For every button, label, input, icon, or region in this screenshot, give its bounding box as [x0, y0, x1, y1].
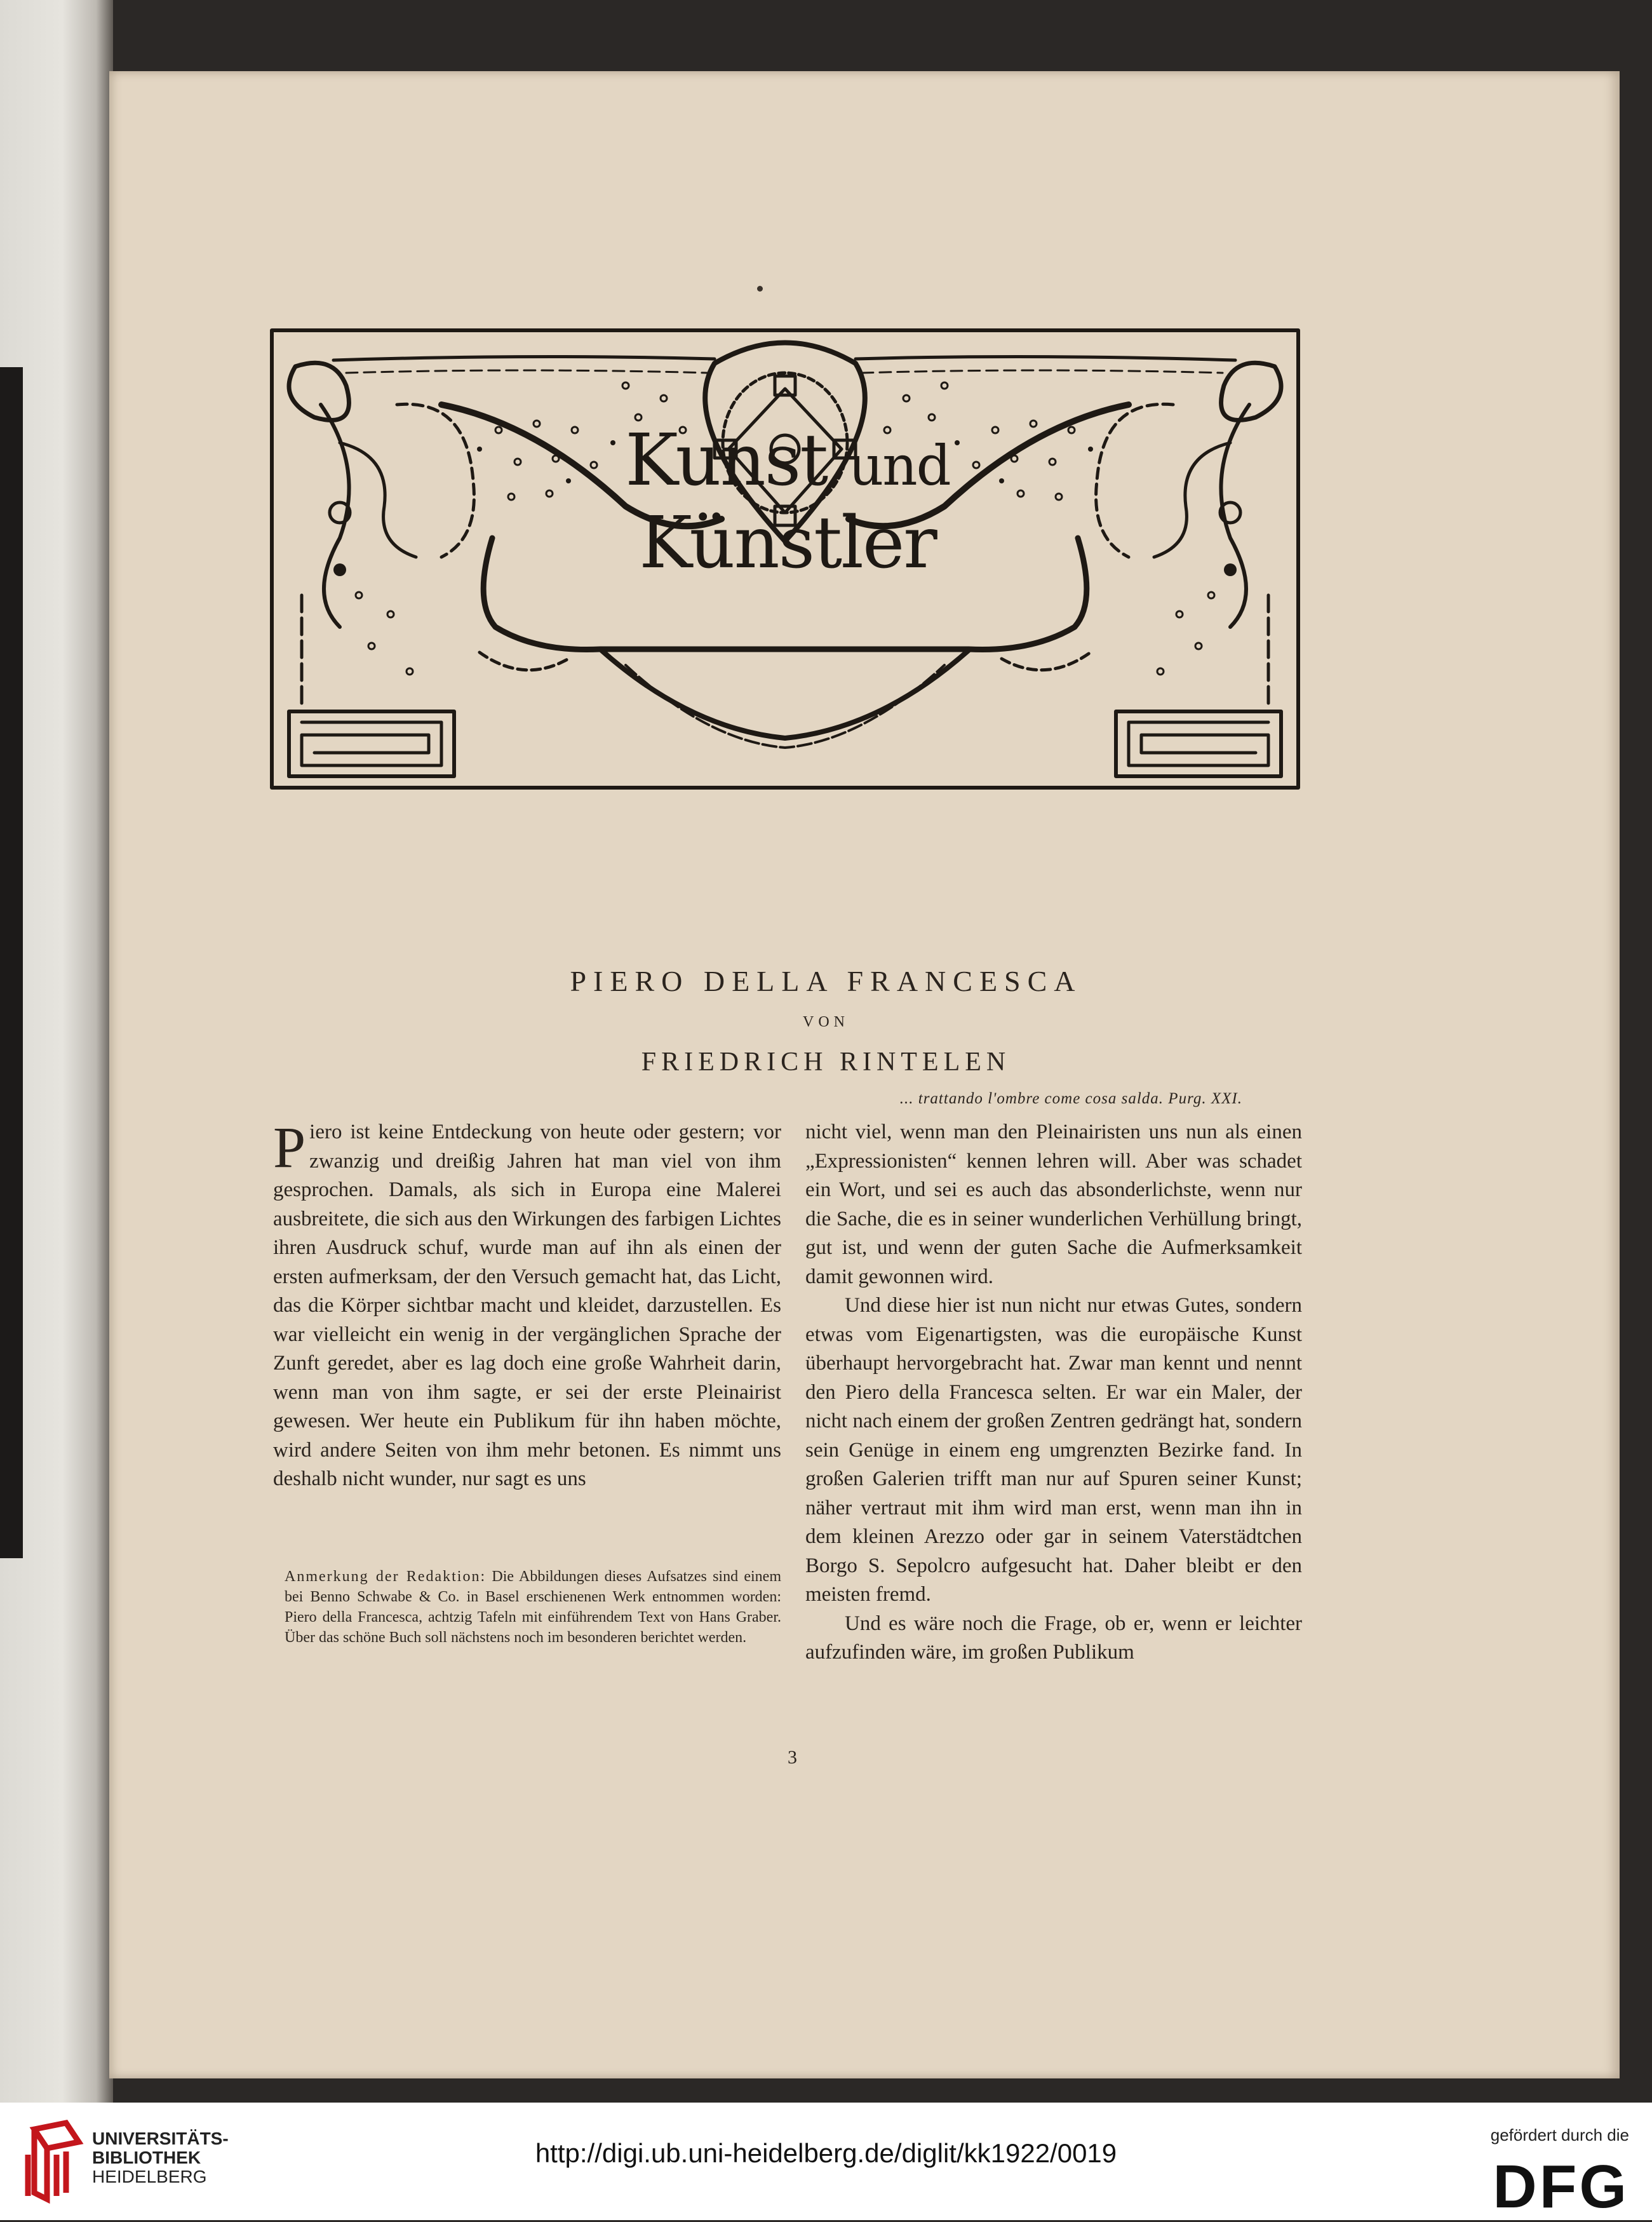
dfg-logo: DFG — [1493, 2153, 1629, 2221]
editorial-footnote — [285, 1566, 781, 1648]
body-column-right — [805, 1118, 1302, 1667]
ink-speck — [757, 286, 763, 292]
drop-cap: P — [273, 1115, 306, 1180]
library-name-line1: UNIVERSITÄTS- — [92, 2129, 229, 2148]
title-kunst: Kunst — [625, 419, 828, 502]
title-und: und — [848, 434, 950, 498]
library-name-line2: BIBLIOTHEK — [92, 2148, 201, 2167]
digitization-footer — [0, 2103, 1652, 2220]
magazine-title — [470, 419, 1105, 584]
epigraph: ... trattando l'ombre come cosa salda. Purg. XXI. — [899, 1090, 1242, 1107]
facing-plate-edge — [0, 367, 23, 1558]
body-column-left — [273, 1115, 781, 1494]
article-author: FRIEDRICH RINTELEN — [641, 1047, 1011, 1077]
funding-caption: gefördert durch die — [1490, 2125, 1629, 2145]
footnote-text: Die Abbildungen dieses Aufsatzes sind einem bei Benno Schwabe & Co. in Basel erschienenen Werk entnommen worden: Piero della Francesca, achtzig Tafeln mit einführendem Text von Hans Graber. Über das schöne Buch soll nächstens noch im besonderen berichtet werden. — [285, 1568, 781, 1646]
body-paragraph-1: nicht viel, wenn man den Pleinairisten uns nun als einen „Expressionisten“ kennen lehren will. Aber was schadet ein Wort, und sei es auch das absonderlichste, wenn nur die Sache, die es in seiner wunderlichen Verhüllung bringt, gut ist, und wenn der guten Sache die Aufmerksamkeit damit gewonnen wird. — [805, 1121, 1302, 1288]
page-number: 3 — [788, 1747, 797, 1768]
body-paragraph-2: Und diese hier ist nun nicht nur etwas Gutes, sondern etwas vom Eigenartigsten, was die europäische Kunst überhaupt hervorgebracht hat. Zwar man kennt und nennt den Piero della Francesca selten. Er war ein Maler, der nicht nach einem der großen Zentren gedrängt hat, sondern sein Genüge in einem eng umgrenzten Bezirke fand. In großen Galerien trifft man nur auf Spuren seiner Kunst; näher vertraut mit ihm wird man erst, wenn man ihn in dem kleinen Arezzo oder gar in seinem Vaterstädtchen Borgo S. Sepolcro aufgesucht hat. Daher bleibt er den meisten fremd. — [805, 1294, 1302, 1606]
body-left-text: iero ist keine Entdeckung von heute oder gestern; vor zwanzig und dreißig Jahren hat man viel von ihm gesprochen. Damals, als sich in Europa eine Malerei ausbreitete, die sich aus den Wirkungen des farbigen Lichtes ihren Ausdruck schuf, wurde man auf ihn als einen der ersten aufmerksam, der den Versuch gemacht hat, das Licht, das die Körper sichtbar macht und kleidet, darzustellen. Es war vielleicht ein wenig in der vergänglichen Sprache der Zunft geredet, aber es lag doch eine große Wahrheit darin, wenn man von ihm sagte, er sei der erste Pleinairist gewesen. Wer heute ein Publikum für ihn haben möchte, wird andere Seiten von ihm mehr betonen. Es nimmt uns deshalb nicht wunder, nur sagt es uns — [273, 1121, 781, 1490]
body-paragraph-3: Und es wäre noch die Frage, ob er, wenn er leichter aufzufinden wäre, im großen Publikum — [805, 1612, 1302, 1664]
byline-von: VON — [803, 1014, 849, 1030]
library-name-line3: HEIDELBERG — [92, 2167, 207, 2186]
permalink-url[interactable]: http://digi.ub.uni-heidelberg.de/diglit/kk1922/0019 — [535, 2138, 1117, 2168]
footnote-heading: Anmerkung der Redaktion: — [285, 1568, 487, 1585]
body-paragraph — [273, 1115, 781, 1494]
title-kuenstler: Künstler — [639, 502, 936, 584]
article-title: PIERO DELLA FRANCESCA — [570, 965, 1082, 997]
